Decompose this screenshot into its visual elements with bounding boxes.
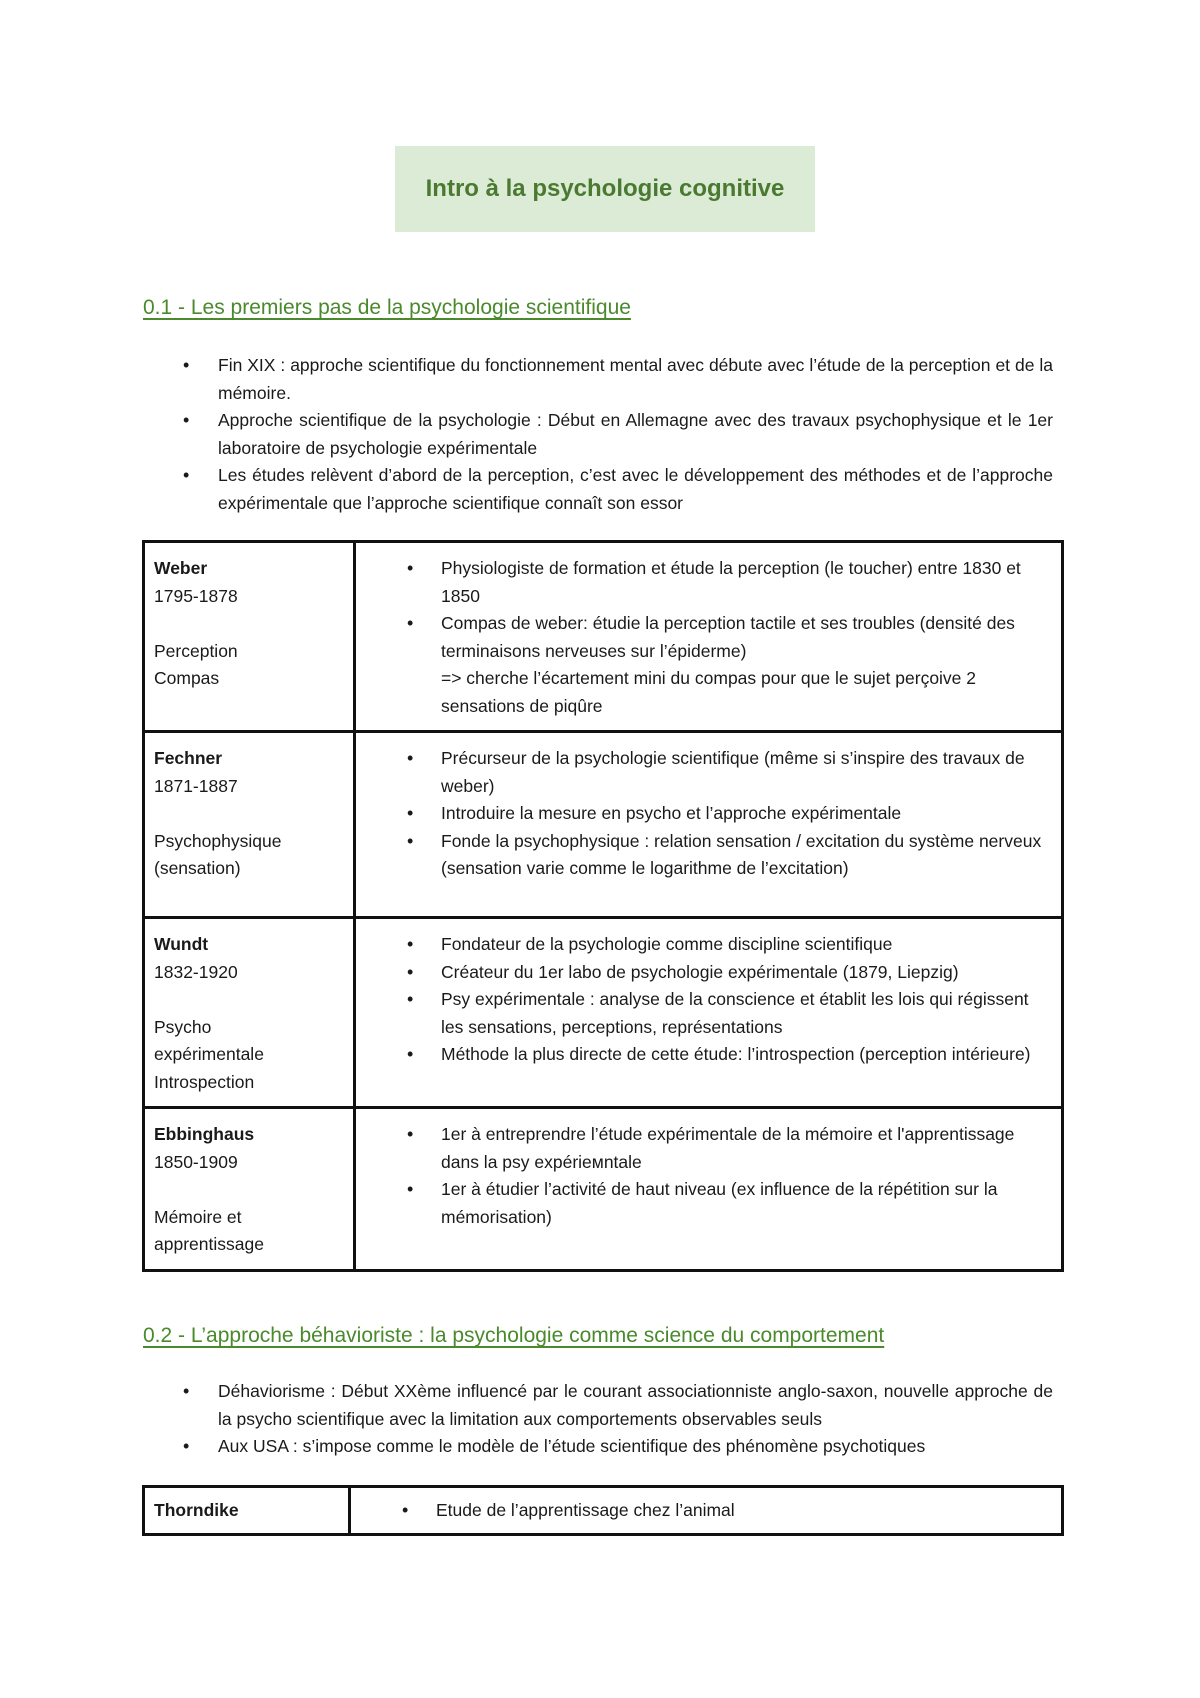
person-cell — [144, 1487, 350, 1535]
section2-bullet-list — [143, 1378, 1053, 1461]
person-cell — [144, 732, 355, 918]
description-cell — [350, 1487, 1063, 1535]
description-cell — [355, 732, 1063, 918]
person-name: Fechner — [154, 748, 223, 768]
table-row — [144, 918, 1063, 1108]
person-name: Wundt — [154, 934, 209, 954]
bullet-item: • Les études relèvent d’abord de la perception, c’est avec le développement des méthodes et de l’approche expérimentale que l’approche scientifique connaît son essor — [143, 462, 1053, 517]
description-cell — [355, 542, 1063, 732]
description-list — [365, 745, 1052, 883]
bullet-item: • Aux USA : s’impose comme le modèle de l’étude scientifique des phénomène psychotiques — [143, 1433, 1053, 1461]
person-topic: Perception — [154, 640, 238, 661]
description-extra: => cherche l’écartement mini du compas pour que le sujet perçoive 2 sensations de piqûre — [441, 668, 977, 716]
description-item: • 1er à entreprendre l’étude expérimentale de la mémoire et l'apprentissage dans la psy expérieмntale — [365, 1121, 1052, 1176]
person-topic: Mémoire et — [154, 1206, 242, 1227]
description-item: • Fondateur de la psychologie comme discipline scientifique — [365, 931, 1052, 959]
description-item: • Méthode la plus directe de cette étude: l’introspection (perception intérieure) — [365, 1041, 1052, 1069]
description-item: • Physiologiste de formation et étude la perception (le toucher) entre 1830 et 1850 — [365, 555, 1052, 610]
bullet-item: • Déhaviorisme : Début XXème influencé par le courant associationniste anglo-saxon, nouvelle approche de la psycho scientifique avec la limitation aux comportements observables seuls — [143, 1378, 1053, 1433]
bullet-item: • Fin XIX : approche scientifique du fonctionnement mental avec débute avec l’étude de la perception et de la mémoire. — [143, 352, 1053, 407]
person-topic: apprentissage — [154, 1234, 264, 1254]
description-list — [360, 1497, 1052, 1525]
description-item: • Compas de weber: étudie la perception tactile et ses troubles (densité des terminaisons nerveuses sur l’épiderme) => cherche l’écartement mini du compas pour que le sujet perçoive 2 sensations de piqûre — [365, 610, 1052, 720]
description-item: • Introduire la mesure en psycho et l’approche expérimentale — [365, 800, 1052, 828]
psychologists-table — [142, 540, 1064, 1272]
table-row — [144, 542, 1063, 732]
table-row — [144, 1108, 1063, 1271]
person-name: Weber — [154, 558, 208, 578]
person-topic: (sensation) — [154, 858, 241, 878]
person-cell — [144, 1108, 355, 1271]
person-topic: Introspection — [154, 1071, 255, 1092]
person-topic: Psycho — [154, 1016, 212, 1037]
description-item: • 1er à étudier l’activité de haut niveau (ex influence de la répétition sur la mémorisation) — [365, 1176, 1052, 1231]
description-cell — [355, 1108, 1063, 1271]
behaviorists-table — [142, 1485, 1064, 1536]
description-item: • Fonde la psychophysique : relation sensation / excitation du système nerveux (sensation varie comme le logarithme de l’excitation) — [365, 828, 1052, 883]
person-topic: expérimentale — [154, 1044, 264, 1064]
section-heading-0-2: 0.2 - L’approche béhavioriste : la psychologie comme science du comportement — [143, 1324, 885, 1347]
table-row — [144, 1487, 1063, 1535]
table-row — [144, 732, 1063, 918]
person-cell — [144, 542, 355, 732]
person-dates: 1832-1920 — [154, 961, 238, 982]
description-item: • Précurseur de la psychologie scientifique (même si s’inspire des travaux de weber) — [365, 745, 1052, 800]
description-list — [365, 1121, 1052, 1231]
description-cell — [355, 918, 1063, 1108]
person-name: Thorndike — [154, 1500, 239, 1520]
description-item: • Etude de l’apprentissage chez l’animal — [360, 1497, 1052, 1525]
title-box — [395, 146, 815, 232]
section1-bullet-list — [143, 352, 1053, 517]
description-item: • Créateur du 1er labo de psychologie expérimentale (1879, Liepzig) — [365, 959, 1052, 987]
person-name: Ebbinghaus — [154, 1124, 255, 1144]
section-heading-0-1: 0.1 - Les premiers pas de la psychologie scientifique — [143, 296, 631, 319]
description-list — [365, 931, 1052, 1069]
person-topic: Psychophysique — [154, 830, 282, 851]
person-dates: 1871-1887 — [154, 775, 238, 796]
person-topic: Compas — [154, 668, 220, 688]
description-item: • Psy expérimentale : analyse de la conscience et établit les lois qui régissent les sensations, perceptions, représentations — [365, 986, 1052, 1041]
bullet-item: • Approche scientifique de la psychologie : Début en Allemagne avec des travaux psychophysique et le 1er laboratoire de psychologie expérimentale — [143, 407, 1053, 462]
person-dates: 1795-1878 — [154, 585, 238, 606]
person-dates: 1850-1909 — [154, 1151, 238, 1172]
page-title: Intro à la psychologie cognitive — [425, 175, 785, 202]
description-list — [365, 555, 1052, 720]
person-cell — [144, 918, 355, 1108]
